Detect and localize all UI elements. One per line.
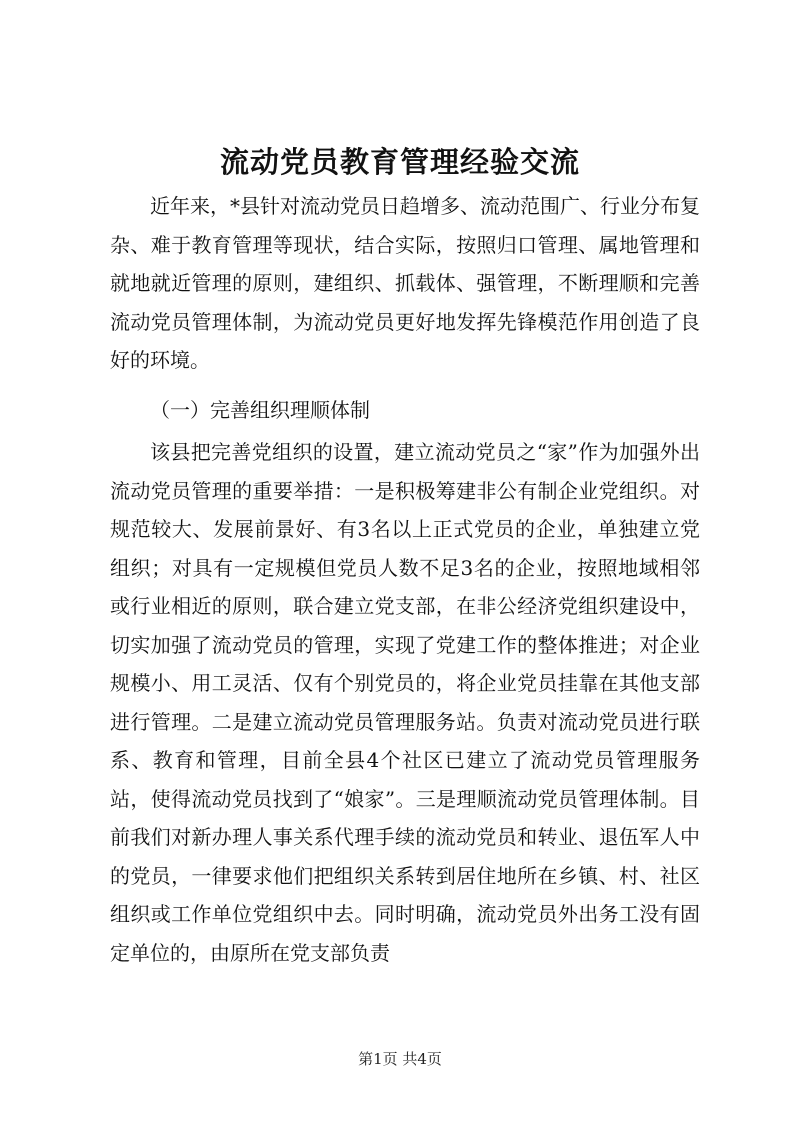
section-heading: （一）完善组织理顺体制: [150, 398, 370, 422]
page-footer: 第1页 共4页: [358, 1050, 442, 1068]
paragraph-organization: 该县把完善党组织的设置，建立流动党员之“家”作为加强外出流动党员管理的重要举措：一是积极筹建非公有制企业党组织。对规范较大、发展前景好、有3名以上正式党员的企业，单独建立党组织；对具有一定规模但党员人数不足3名的企业，按照地域相邻或行业相近的原则，联合建立党支部，在非公经济党组织建设中，切实加强了流动党员的管理，实现了党建工作的整体推进；对企业规模小、用工灵活、仅有个别党员的，将企业党员挂靠在其他支部进行管理。二是建立流动党员管理服务站。负责对流动党员进行联系、教育和管理，目前全县4个社区已建立了流动党员管理服务站，使得流动党员找到了“娘家”。三是理顺流动党员管理体制。目前我们对新办理人事关系代理手续的流动党员和转业、退伍军人中的党员，一律要求他们把组织关系转到居住地所在乡镇、村、社区组织或工作单位党组织中去。同时明确，流动党员外出务工没有固定单位的，由原所在党支部负责: [110, 440, 700, 965]
paragraph-intro: 近年来，*县针对流动党员日趋增多、流动范围广、行业分布复杂、难于教育管理等现状，结合实际，按照归口管理、属地管理和就地就近管理的原则，建组织、抓载体、强管理，不断理顺和完善流动党员管理体制，为流动党员更好地发挥先锋模范作用创造了良好的环境。: [110, 194, 700, 372]
document-title: 流动党员教育管理经验交流: [219, 145, 580, 179]
